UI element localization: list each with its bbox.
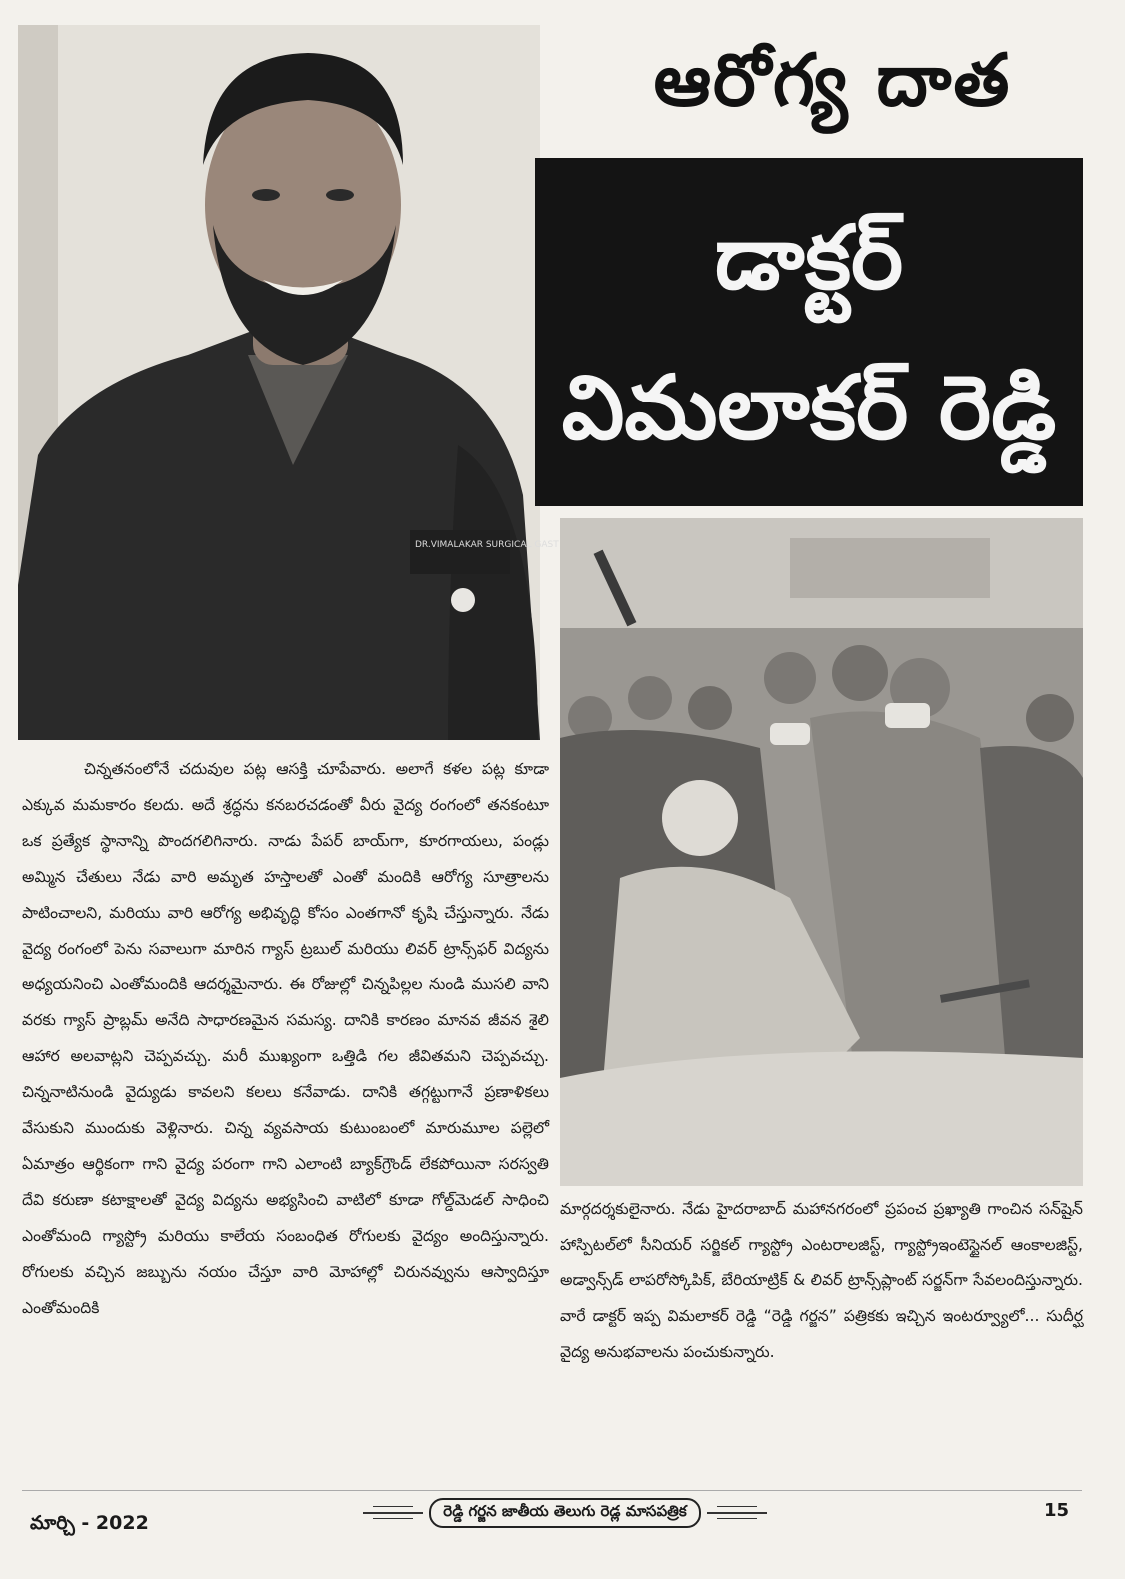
footer-divider	[22, 1490, 1082, 1491]
footer-publication-name: రెడ్డి గర్జన జాతీయ తెలుగు రెడ్ల మాసపత్రిక	[429, 1498, 700, 1528]
scrubs-badge-text: DR.VIMALAKAR SURGICAL GAST	[415, 540, 559, 550]
surgery-photo	[560, 518, 1083, 1186]
circuit-decoration-left-icon	[363, 1512, 423, 1514]
doctor-portrait-photo	[18, 25, 559, 740]
title-line-1: డాక్టర్	[714, 205, 904, 309]
circuit-decoration-right-icon	[707, 1512, 767, 1514]
article-column-left	[22, 752, 549, 1327]
article-paragraph-left: చిన్నతనంలోనే చదువుల పట్ల ఆసక్తి చూపేవారు. అలాగే కళల పట్ల కూడా ఎక్కువ మమకారం కలదు. అదే శ్రద్ధను కనబరచడంతో వీరు వైద్య రంగంలో తనకంటూ ఒక ప్రత్యేక స్థానాన్ని పొందగలిగినారు. నాడు పేపర్ బాయ్‌గా, కూరగాయలు, పండ్లు అమ్మిన చేతులు నేడు వారి అమృత హస్తాలతో ఎంతో మందికి ఆరోగ్య సూత్రాలను పాటించాలని, మరియు వారి ఆరోగ్య అభివృద్ధి కోసం ఎంతగానో కృషి చేస్తున్నారు. నేడు వైద్య రంగంలో పెను సవాలుగా మారిన గ్యాస్ ట్రబుల్ మరియు లివర్ ట్రాన్స్‌ఫర్ విద్యను అధ్యయనించి ఎంతోమందికి ఆదర్శమైనారు. ఈ రోజుల్లో చిన్నపిల్లల నుండి ముసలి వాని వరకు గ్యాస్ ప్రాబ్లమ్ అనేది సాధారణమైన సమస్య. దానికి కారణం మానవ జీవన శైలి ఆహార అలవాట్లని చెప్పవచ్చు. మరీ ముఖ్యంగా ఒత్తిడి గల జీవితమని చెప్పవచ్చు. చిన్ననాటినుండి వైద్యుడు కావలని కలలు కనేవాడు. దానికి తగ్గట్టుగానే ప్రణాళికలు వేసుకుని ముందుకు వెళ్లినారు. చిన్న వ్యవసాయ కుటుంబంలో మారుమూల పల్లెలో ఏమాత్రం ఆర్థికంగా గాని వైద్య పరంగా గాని ఎలాంటి బ్యాక్‌గ్రౌండ్ లేకపోయినా సరస్వతి దేవి కరుణా కటాక్షాలతో వైద్య విద్యను అభ్యసించి వాటిలో కూడా గోల్డ్‌మెడల్ సాధించి ఎంతోమంది గ్యాస్ట్రో మరియు కాలేయ సంబంధిత రోగులకు వైద్యం అందిస్తున్నారు. రోగులకు వచ్చిన జబ్బును నయం చేస్తూ వారి మోహాల్లో చిరునవ్వును ఆస్వాదిస్తూ ఎంతోమందికి	[22, 760, 549, 1317]
title-line-2: విమలాకర్ రెడ్డి	[561, 355, 1057, 459]
footer-publication-banner	[330, 1496, 800, 1530]
article-column-right	[560, 1192, 1083, 1371]
footer-issue-date: మార్చి - 2022	[30, 1512, 149, 1534]
article-paragraph-right: మార్గదర్శకులైనారు. నేడు హైదరాబాద్ మహానగరంలో ప్రపంచ ప్రఖ్యాతి గాంచిన సన్‌షైన్ హాస్పిటల్‌లో సీనియర్ సర్జికల్ గ్యాస్ట్రో ఎంటరాలజిస్ట్, గ్యాస్ట్రోఇంటెస్టైనల్ ఆంకాలజిస్ట్, అడ్వాన్స్‌డ్ లాపరోస్కోపిక్, బేరియాట్రిక్ & లివర్ ట్రాన్స్‌ప్లాంట్ సర్జన్‌గా సేవలందిస్తున్నారు. వారే డాక్టర్ ఇప్ప విమలాకర్ రెడ్డి “రెడ్డి గర్జన” పత్రికకు ఇచ్చిన ఇంటర్వ్యూలో... సుదీర్ఘ వైద్య అనుభవాలను పంచుకున్నారు.	[560, 1200, 1083, 1361]
headline-kicker: ఆరోగ్య దాత	[653, 37, 1012, 122]
footer-page-number: 15	[1044, 1500, 1070, 1521]
title-box	[535, 158, 1083, 506]
